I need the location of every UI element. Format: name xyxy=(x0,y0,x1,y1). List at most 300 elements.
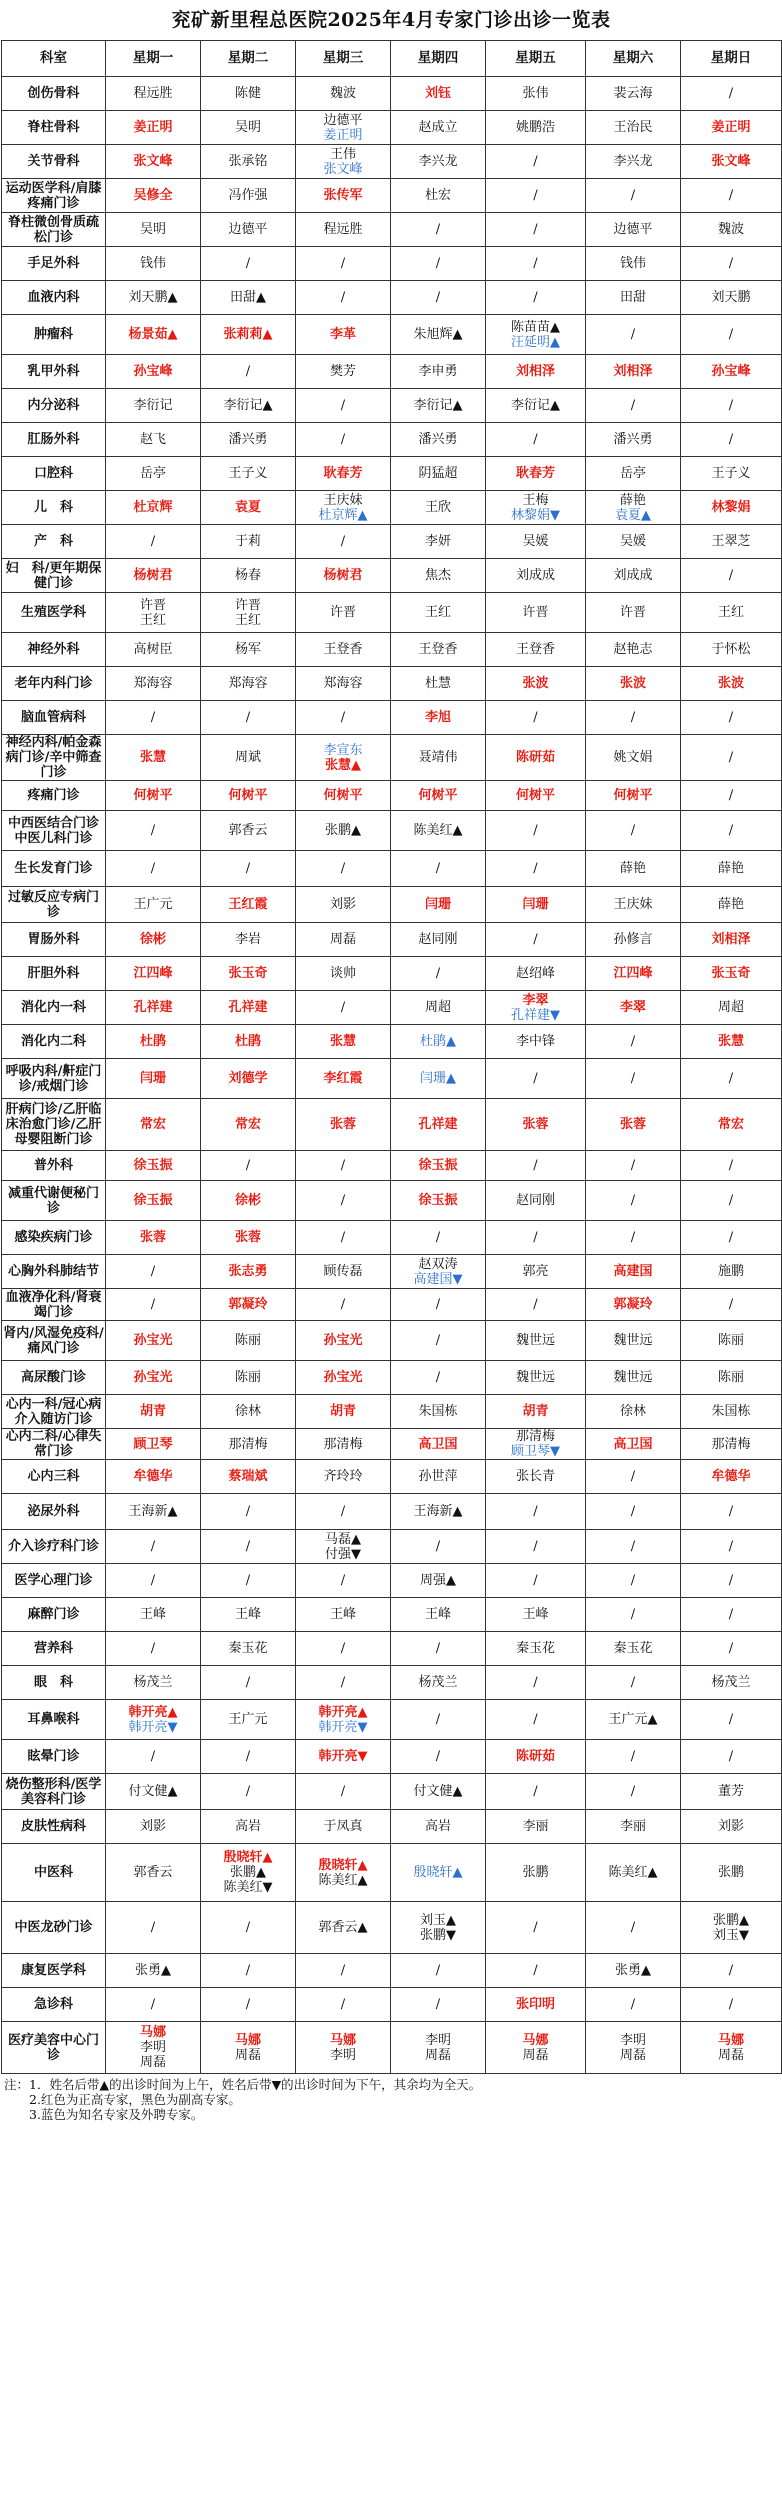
doctor-name: / xyxy=(435,256,441,271)
doctor-name: 董芳 xyxy=(717,1784,744,1799)
doctor-name: 张蓉 xyxy=(329,1117,356,1132)
doctor-name: / xyxy=(728,1504,734,1519)
schedule-cell xyxy=(681,1844,782,1902)
schedule-cell xyxy=(391,355,486,389)
schedule-cell xyxy=(586,1700,681,1740)
doctor-name: 王翠芝 xyxy=(711,534,751,549)
schedule-cell xyxy=(681,1700,782,1740)
doctor-name: 岳亭 xyxy=(619,466,646,481)
doctor-name: 孙宝峰 xyxy=(133,364,173,379)
doctor-name: / xyxy=(150,1997,156,2012)
doctor-name: / xyxy=(245,1573,251,1588)
schedule-cell xyxy=(486,77,586,111)
doctor-name: 张鹏▲ xyxy=(713,1912,749,1928)
doctor-name: 秦玉花 xyxy=(613,1641,653,1656)
schedule-cell xyxy=(391,1321,486,1361)
schedule-cell xyxy=(486,111,586,145)
schedule-cell xyxy=(106,423,201,457)
department-name: 疼痛门诊 xyxy=(2,781,106,811)
schedule-cell xyxy=(391,1494,486,1530)
doctor-name: 陈美红▲ xyxy=(413,823,463,838)
doctor-name: 魏世远 xyxy=(613,1370,653,1385)
schedule-cell xyxy=(586,355,681,389)
schedule-cell xyxy=(201,1902,296,1954)
schedule-cell xyxy=(586,1099,681,1151)
schedule-cell xyxy=(201,491,296,525)
schedule-cell xyxy=(586,389,681,423)
doctor-name: 刘相泽 xyxy=(515,364,555,379)
schedule-cell xyxy=(681,1564,782,1598)
schedule-cell xyxy=(106,1289,201,1321)
doctor-name: 付文健▲ xyxy=(413,1784,463,1799)
table-row xyxy=(2,1025,782,1059)
table-row xyxy=(2,111,782,145)
schedule-cell xyxy=(201,1099,296,1151)
table-row xyxy=(2,389,782,423)
doctor-name: / xyxy=(728,188,734,203)
schedule-cell xyxy=(486,1666,586,1700)
schedule-cell xyxy=(106,457,201,491)
doctor-name: 孙宝光 xyxy=(323,1333,363,1348)
schedule-cell xyxy=(296,923,391,957)
schedule-cell xyxy=(681,1494,782,1530)
doctor-name: / xyxy=(533,222,538,237)
schedule-cell xyxy=(681,1181,782,1221)
table-row xyxy=(2,281,782,315)
doctor-name: 赵同刚 xyxy=(418,932,458,947)
doctor-name: 孙世萍 xyxy=(418,1469,458,1484)
doctor-name: 魏世远 xyxy=(515,1370,555,1385)
schedule-cell xyxy=(296,667,391,701)
schedule-cell xyxy=(296,1632,391,1666)
schedule-cell xyxy=(201,213,296,247)
schedule-cell xyxy=(486,1025,586,1059)
doctor-name: 施鹏 xyxy=(717,1264,744,1279)
doctor-name: / xyxy=(435,1641,441,1656)
schedule-cell xyxy=(681,145,782,179)
department-name: 神经外科 xyxy=(2,633,106,667)
table-row xyxy=(2,1666,782,1700)
doctor-name: 王庆妹 xyxy=(323,492,363,508)
schedule-cell xyxy=(681,1530,782,1564)
schedule-cell xyxy=(486,1255,586,1289)
department-name: 烧伤整形科/医学美容科门诊 xyxy=(2,1774,106,1810)
doctor-name: / xyxy=(630,1997,636,2012)
doctor-name: 陈丽 xyxy=(234,1333,261,1348)
department-name: 减重代谢便秘门诊 xyxy=(2,1181,106,1221)
schedule-cell xyxy=(106,957,201,991)
doctor-name: 刘玉▲ xyxy=(420,1912,456,1928)
footnote-2: 2.红色为正高专家，黑色为副高专家。 xyxy=(4,2092,241,2107)
doctor-name: / xyxy=(340,432,346,447)
doctor-name: 袁夏▲ xyxy=(615,507,651,523)
doctor-name: / xyxy=(728,1230,734,1245)
doctor-name: 魏波 xyxy=(717,222,744,237)
table-row xyxy=(2,1988,782,2022)
doctor-name: 张玉奇 xyxy=(228,966,268,981)
doctor-name: 王峰 xyxy=(522,1607,549,1622)
table-row xyxy=(2,1460,782,1494)
schedule-cell xyxy=(201,179,296,213)
schedule-cell xyxy=(681,1025,782,1059)
doctor-name: 蔡瑞斌 xyxy=(228,1469,268,1484)
schedule-cell xyxy=(586,1395,681,1429)
schedule-cell xyxy=(681,1740,782,1774)
doctor-name: / xyxy=(630,1230,636,1245)
doctor-name: 江四峰 xyxy=(133,966,173,981)
doctor-name: / xyxy=(630,1749,636,1764)
doctor-name: / xyxy=(533,1712,538,1727)
schedule-cell xyxy=(486,525,586,559)
schedule-cell xyxy=(486,1774,586,1810)
schedule-cell xyxy=(106,1598,201,1632)
doctor-name: / xyxy=(150,1573,156,1588)
doctor-name: / xyxy=(533,1158,538,1173)
schedule-cell xyxy=(586,1902,681,1954)
table-row xyxy=(2,1632,782,1666)
doctor-name: 岳亭 xyxy=(139,466,166,481)
doctor-name: 杜京辉▲ xyxy=(318,507,368,523)
doctor-name: / xyxy=(340,861,346,876)
doctor-name: / xyxy=(150,1297,156,1312)
schedule-cell xyxy=(586,1598,681,1632)
doctor-name: 郭香云 xyxy=(133,1865,173,1880)
schedule-cell xyxy=(486,667,586,701)
schedule-cell xyxy=(586,1774,681,1810)
doctor-name: / xyxy=(435,1712,441,1727)
doctor-name: 顾卫琴 xyxy=(133,1436,173,1452)
doctor-name: 于莉 xyxy=(234,534,261,549)
schedule-cell xyxy=(486,991,586,1025)
doctor-name: 刘影 xyxy=(717,1819,744,1834)
doctor-name: / xyxy=(630,1675,636,1690)
schedule-cell xyxy=(391,851,486,887)
doctor-name: 周磊 xyxy=(619,2047,646,2063)
doctor-name: 徐玉振 xyxy=(418,1193,458,1208)
schedule-cell xyxy=(681,957,782,991)
schedule-cell xyxy=(201,1988,296,2022)
doctor-name: / xyxy=(533,932,538,947)
schedule-cell xyxy=(391,1666,486,1700)
doctor-name: 赵飞 xyxy=(139,432,166,447)
schedule-cell xyxy=(586,1810,681,1844)
schedule-cell xyxy=(586,77,681,111)
schedule-cell xyxy=(486,1460,586,1494)
schedule-cell xyxy=(106,1255,201,1289)
doctor-name: 赵成立 xyxy=(418,120,458,135)
doctor-name: / xyxy=(630,188,636,203)
schedule-cell xyxy=(106,923,201,957)
schedule-cell xyxy=(391,315,486,355)
department-name: 消化内二科 xyxy=(2,1025,106,1059)
doctor-name: 韩开亮▼ xyxy=(318,1719,368,1735)
doctor-name: 王治民 xyxy=(613,120,653,135)
doctor-name: 赵绍峰 xyxy=(515,966,555,981)
doctor-name: 程远胜 xyxy=(323,222,363,237)
doctor-name: 何树平 xyxy=(323,788,363,803)
table-row xyxy=(2,1530,782,1564)
doctor-name: 高岩 xyxy=(424,1819,451,1834)
doctor-name: 徐玉振 xyxy=(418,1158,458,1173)
doctor-name: 徐林 xyxy=(619,1404,646,1419)
schedule-cell xyxy=(586,923,681,957)
schedule-cell xyxy=(391,667,486,701)
doctor-name: 姜正明 xyxy=(323,127,363,143)
doctor-name: / xyxy=(630,1071,636,1086)
schedule-cell xyxy=(586,667,681,701)
table-row xyxy=(2,957,782,991)
schedule-cell xyxy=(296,1059,391,1099)
schedule-cell xyxy=(106,1059,201,1099)
doctor-name: / xyxy=(728,568,734,583)
schedule-cell xyxy=(106,179,201,213)
schedule-cell xyxy=(586,781,681,811)
doctor-name: 徐玉振 xyxy=(133,1193,173,1208)
doctor-name: / xyxy=(150,1641,156,1656)
doctor-name: 孔祥建▼ xyxy=(511,1007,560,1023)
schedule-cell xyxy=(391,1954,486,1988)
schedule-cell xyxy=(681,781,782,811)
department-name: 医疗美容中心门诊 xyxy=(2,2022,106,2074)
schedule-cell xyxy=(486,457,586,491)
doctor-name: / xyxy=(150,1264,156,1279)
doctor-name: 孙修言 xyxy=(613,932,653,947)
doctor-name: / xyxy=(435,1297,441,1312)
doctor-name: / xyxy=(435,222,441,237)
doctor-name: 王红 xyxy=(234,612,261,628)
schedule-cell xyxy=(201,1059,296,1099)
schedule-cell xyxy=(106,781,201,811)
schedule-cell xyxy=(586,559,681,593)
doctor-name: 殷晓轩▲ xyxy=(223,1850,273,1865)
schedule-cell xyxy=(296,701,391,735)
doctor-name: 牟德华 xyxy=(133,1469,173,1484)
doctor-name: / xyxy=(340,1784,346,1799)
schedule-cell xyxy=(486,1740,586,1774)
doctor-name: / xyxy=(435,1370,441,1385)
schedule-cell xyxy=(681,1902,782,1954)
department-name: 心内一科/冠心病介入随访门诊 xyxy=(2,1395,106,1429)
doctor-name: 赵艳志 xyxy=(613,642,653,657)
doctor-name: 韩开亮▲ xyxy=(128,1704,178,1720)
doctor-name: 高卫国 xyxy=(613,1436,653,1452)
doctor-name: 江四峰 xyxy=(613,966,653,981)
schedule-cell xyxy=(486,423,586,457)
schedule-cell xyxy=(201,111,296,145)
schedule-cell xyxy=(296,247,391,281)
schedule-cell xyxy=(586,1460,681,1494)
doctor-name: 何树平 xyxy=(418,788,458,803)
doctor-name: 韩开亮▼ xyxy=(318,1749,368,1764)
doctor-name: 姜正明 xyxy=(133,120,173,135)
schedule-cell xyxy=(391,1059,486,1099)
doctor-name: 于怀松 xyxy=(711,642,751,657)
schedule-cell xyxy=(201,887,296,923)
schedule-cell xyxy=(586,1221,681,1255)
schedule-cell xyxy=(106,111,201,145)
schedule-cell xyxy=(681,887,782,923)
schedule-cell xyxy=(391,811,486,851)
department-name: 产 科 xyxy=(2,525,106,559)
schedule-cell xyxy=(586,1181,681,1221)
table-row xyxy=(2,247,782,281)
schedule-cell xyxy=(681,355,782,389)
doctor-name: 何树平 xyxy=(228,788,268,803)
doctor-name: 王子义 xyxy=(711,466,751,481)
schedule-cell xyxy=(106,1564,201,1598)
schedule-cell xyxy=(106,1025,201,1059)
doctor-name: 潘兴勇 xyxy=(228,432,268,447)
doctor-name: 李岩 xyxy=(234,932,261,947)
doctor-name: / xyxy=(245,1997,251,2012)
doctor-name: 胡青 xyxy=(139,1404,166,1419)
table-row xyxy=(2,1151,782,1181)
doctor-name: 王红 xyxy=(424,605,451,620)
schedule-cell xyxy=(486,1700,586,1740)
schedule-cell xyxy=(391,1700,486,1740)
schedule-cell xyxy=(201,559,296,593)
schedule-cell xyxy=(201,1289,296,1321)
schedule-cell xyxy=(106,1395,201,1429)
schedule-cell xyxy=(486,1494,586,1530)
doctor-name: / xyxy=(340,398,346,413)
schedule-cell xyxy=(201,593,296,633)
schedule-cell xyxy=(391,1632,486,1666)
schedule-cell xyxy=(106,77,201,111)
schedule-cell xyxy=(681,315,782,355)
column-header-day: 星期日 xyxy=(681,41,782,77)
department-name: 脊柱骨科 xyxy=(2,111,106,145)
table-row xyxy=(2,77,782,111)
schedule-cell xyxy=(106,1666,201,1700)
table-row xyxy=(2,887,782,923)
schedule-cell xyxy=(296,2022,391,2074)
doctor-name: 聂靖伟 xyxy=(418,750,458,765)
schedule-cell xyxy=(486,1321,586,1361)
schedule-cell xyxy=(681,1289,782,1321)
schedule-cell xyxy=(391,213,486,247)
schedule-cell xyxy=(201,1666,296,1700)
doctor-name: 李衍记▲ xyxy=(223,398,273,413)
schedule-cell xyxy=(106,1151,201,1181)
schedule-cell xyxy=(201,811,296,851)
doctor-name: / xyxy=(435,1963,441,1978)
schedule-cell xyxy=(106,1954,201,1988)
schedule-cell xyxy=(391,1902,486,1954)
doctor-name: / xyxy=(150,823,156,838)
schedule-cell xyxy=(586,145,681,179)
doctor-name: 周磊 xyxy=(234,2047,261,2063)
doctor-name: 张玉奇 xyxy=(711,966,751,981)
doctor-name: / xyxy=(533,1920,538,1935)
doctor-name: / xyxy=(245,1539,251,1554)
schedule-cell xyxy=(391,1395,486,1429)
schedule-cell xyxy=(106,1429,201,1460)
schedule-cell xyxy=(391,1429,486,1460)
schedule-cell xyxy=(391,1530,486,1564)
schedule-cell xyxy=(201,1181,296,1221)
schedule-cell xyxy=(586,247,681,281)
schedule-cell xyxy=(486,389,586,423)
department-name: 介入诊疗科门诊 xyxy=(2,1530,106,1564)
page-title: 兖矿新里程总医院2025年4月专家门诊出诊一览表 xyxy=(171,9,611,31)
schedule-cell xyxy=(586,851,681,887)
schedule-cell xyxy=(391,633,486,667)
schedule-cell xyxy=(201,1255,296,1289)
doctor-name: / xyxy=(630,1607,636,1622)
doctor-name: 王登香 xyxy=(418,642,458,657)
schedule-cell xyxy=(296,1395,391,1429)
department-name: 中西医结合门诊中医儿科门诊 xyxy=(2,811,106,851)
department-name: 皮肤性病科 xyxy=(2,1810,106,1844)
schedule-cell xyxy=(106,145,201,179)
schedule-cell xyxy=(296,1810,391,1844)
doctor-name: 杨树君 xyxy=(323,568,363,583)
doctor-name: / xyxy=(340,256,346,271)
schedule-cell xyxy=(391,1289,486,1321)
schedule-cell xyxy=(106,1810,201,1844)
department-name: 消化内一科 xyxy=(2,991,106,1025)
schedule-cell xyxy=(586,1025,681,1059)
doctor-name: 付强▼ xyxy=(325,1546,361,1562)
schedule-cell xyxy=(296,1099,391,1151)
schedule-cell xyxy=(391,1598,486,1632)
schedule-cell xyxy=(201,781,296,811)
doctor-name: 杨军 xyxy=(234,642,261,657)
schedule-cell xyxy=(201,1530,296,1564)
table-row xyxy=(2,1099,782,1151)
schedule-cell xyxy=(681,1774,782,1810)
schedule-cell xyxy=(296,457,391,491)
schedule-cell xyxy=(201,1774,296,1810)
schedule-cell xyxy=(201,1025,296,1059)
doctor-name: / xyxy=(728,823,734,838)
doctor-name: 周斌 xyxy=(234,750,261,765)
doctor-name: 那清梅 xyxy=(228,1436,268,1452)
doctor-name: 边德平 xyxy=(323,112,363,128)
schedule-cell xyxy=(586,593,681,633)
schedule-cell xyxy=(201,1740,296,1774)
schedule-cell xyxy=(201,525,296,559)
doctor-name: 张慧▲ xyxy=(325,757,361,773)
schedule-cell xyxy=(391,2022,486,2074)
doctor-name: / xyxy=(728,398,734,413)
doctor-name: 魏波 xyxy=(329,86,356,101)
doctor-name: / xyxy=(435,1539,441,1554)
table-row xyxy=(2,851,782,887)
doctor-name: / xyxy=(533,823,538,838)
schedule-cell xyxy=(586,179,681,213)
doctor-name: 焦杰 xyxy=(424,568,451,583)
schedule-cell xyxy=(586,315,681,355)
column-header-day: 星期六 xyxy=(586,41,681,77)
doctor-name: 朱旭辉▲ xyxy=(413,327,463,342)
schedule-cell xyxy=(106,887,201,923)
doctor-name: 田甜▲ xyxy=(230,290,266,305)
doctor-name: 杜鹃 xyxy=(234,1034,261,1049)
doctor-name: 马娜 xyxy=(329,2032,356,2048)
schedule-cell xyxy=(106,1460,201,1494)
schedule-cell xyxy=(486,1844,586,1902)
schedule-cell xyxy=(296,1151,391,1181)
schedule-cell xyxy=(296,593,391,633)
doctor-name: / xyxy=(435,1333,441,1348)
schedule-cell xyxy=(106,1361,201,1395)
schedule-cell xyxy=(586,1494,681,1530)
doctor-name: 李丽 xyxy=(619,1819,646,1834)
doctor-name: 杜鹃 xyxy=(139,1034,166,1049)
department-name: 心胸外科肺结节 xyxy=(2,1255,106,1289)
